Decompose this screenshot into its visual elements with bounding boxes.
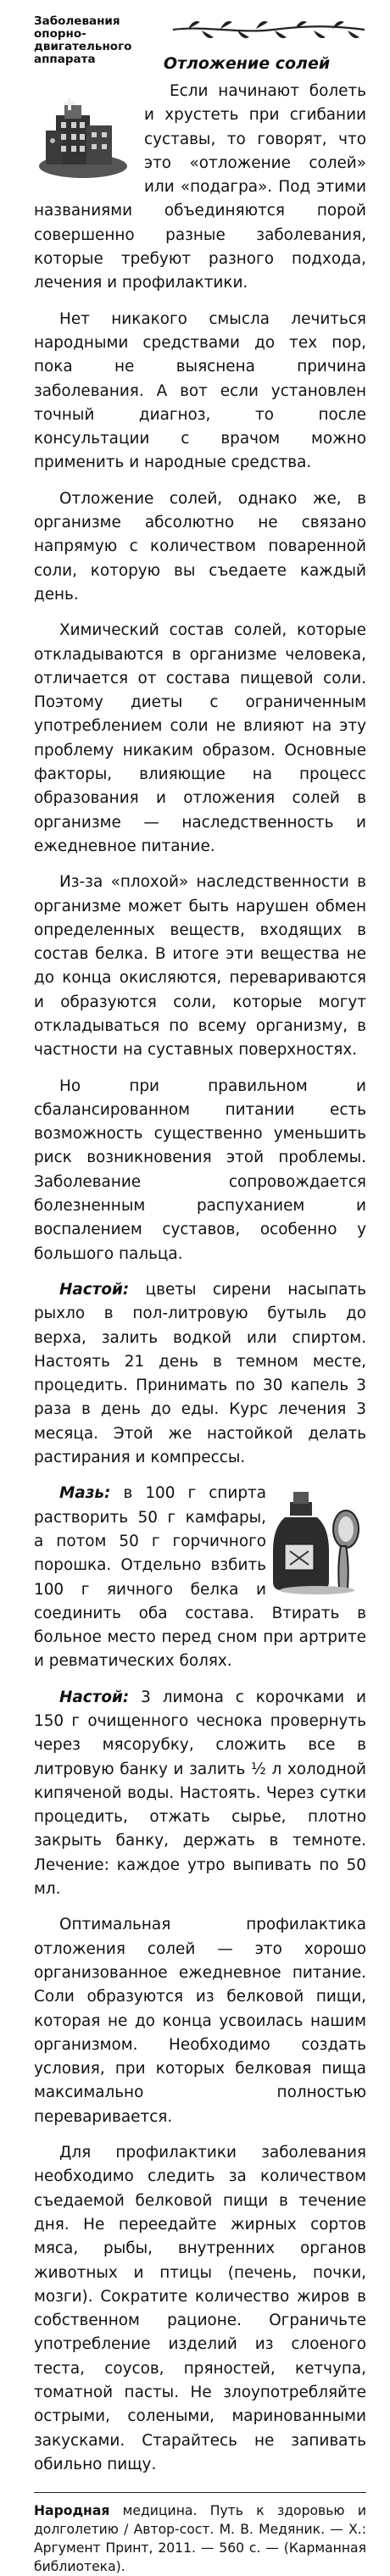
recipe-text: цветы сирени насыпать рыхло в пол-литровую бутыль до верха, залить водкой или спиртом. Настоять 21 день в темном месте, процедить. Принимать по 30 капель 3 раза в день до еды. Курс лечения 3 месяца. Этой же настойкой делать растирания и компрессы. xyxy=(34,1280,366,1467)
source-book-word: Народная xyxy=(34,2503,110,2519)
paragraph: Если начинают болеть и хрустеть при сгибании суставы, то говорят, что это «отложение солей» или «подагра». Под этими названиями объединяются порой совершенно разные заболевания, которые требуют разного подхода, лечения и профилактики. xyxy=(34,82,366,292)
bottle-and-spoon-illustration xyxy=(273,1485,366,1595)
recipe-label: Настой: xyxy=(59,1280,130,1299)
paragraph: Для профилактики заболевания необходимо следить за количеством съедаемой белковой пищи в течение дня. Не переедайте жирных сортов мяса, рыбы, внутренних органов животных и птицы (печень, почки, мозги). Сократите количество жиров в собственном рационе. Ограничьте употребление изделий из слоеного теста, соусов, пряностей, кетчупа, томатной пасты. Не злоупотребляйте острыми, солеными, маринованными закусками. Старайтесь не запивать обильно пищу. xyxy=(34,2144,366,2473)
article-body xyxy=(34,80,366,2477)
paragraph: Отложение солей, однако же, в организме абсолютно не связано напрямую с количеством поваренной соли, которую вы съедаете каждый день. xyxy=(34,489,366,604)
paragraph: Оптимальная профилактика отложения солей — это хорошо организованное ежедневное питание. Соли образуются из белковой пищи, которая не до конца усвоилась нашим организмом. Необходимо создать условия, при которых белковая пища максимально полностью переваривается. xyxy=(34,1916,366,2126)
recipe-text: в 100 г спирта растворить 50 г камфары, а потом 50 г горчичного порошка. Отдельно взбить 100 г яичного белка и соединить оба состава. Втирать в больное место перед сном при артрите и ревматических болях. xyxy=(34,1484,366,1671)
recipe-text: 3 лимона с корочками и 150 г очищенного чеснока провернуть через мясорубку, сложить все в литровую банку и залить ½ л холодной кипяченой воды. Настоять. Через сутки процедить, отжать сырье, плотно закрыть банку, держать в темноте. Лечение: каждое утро выпивать по 50 мл. xyxy=(34,1688,366,1899)
recipe-infusion-lemon xyxy=(34,1686,366,1902)
recipe-label: Мазь: xyxy=(59,1484,111,1503)
source-divider xyxy=(34,2492,366,2493)
section-title: Заболевания опорно- двигательного аппарата xyxy=(34,14,132,66)
paragraph: Нет никакого смысла лечиться народными средствами до тех пор, пока не выяснена причина заболевания. А вот если установлен точный диагноз, то после консультации с врачом можно применить и народные средства. xyxy=(34,309,366,472)
paragraph: Из-за «плохой» наследственности в организме может быть нарушен обмен определенных веществ, входящих в состав белка. В итоге эти вещества не до конца окисляются, перевариваются и образуются соли, которые могут откладываться по всему организму, в частности на суставных поверхностях. xyxy=(34,873,366,1060)
recipe-label: Настой: xyxy=(59,1688,130,1706)
recipe-infusion-lilac xyxy=(34,1278,366,1470)
paragraph: Химический состав солей, которые откладываются в организме человека, отличается от состава пищевой соли. Поэтому диеты с ограниченным употреблением соли не влияют на эту проблему никаким образом. Основные факторы, влияющие на процесс образования и отложения солей в организме — наследственность и ежедневное питание. xyxy=(34,621,366,855)
decorative-vine-icon xyxy=(171,17,366,42)
article-title: Отложение солей xyxy=(163,54,331,73)
paragraph: Но при правильном и сбалансированном питании есть возможность существенно уменьшить риск возникновения этой проблемы. Заболевание сопровождается болезненным распуханием и воспалением суставов, особенно у большого пальца. xyxy=(34,1077,366,1263)
joint-illustration xyxy=(34,81,134,183)
source-details: медицина. Путь к здоровью и долголетию / Автор-сост. М. В. Медяник. — Х.: Аргумент Принт, 2011. — 560 с. — (Карманная библиотека). xyxy=(34,2503,366,2575)
source-citation xyxy=(34,2501,366,2576)
